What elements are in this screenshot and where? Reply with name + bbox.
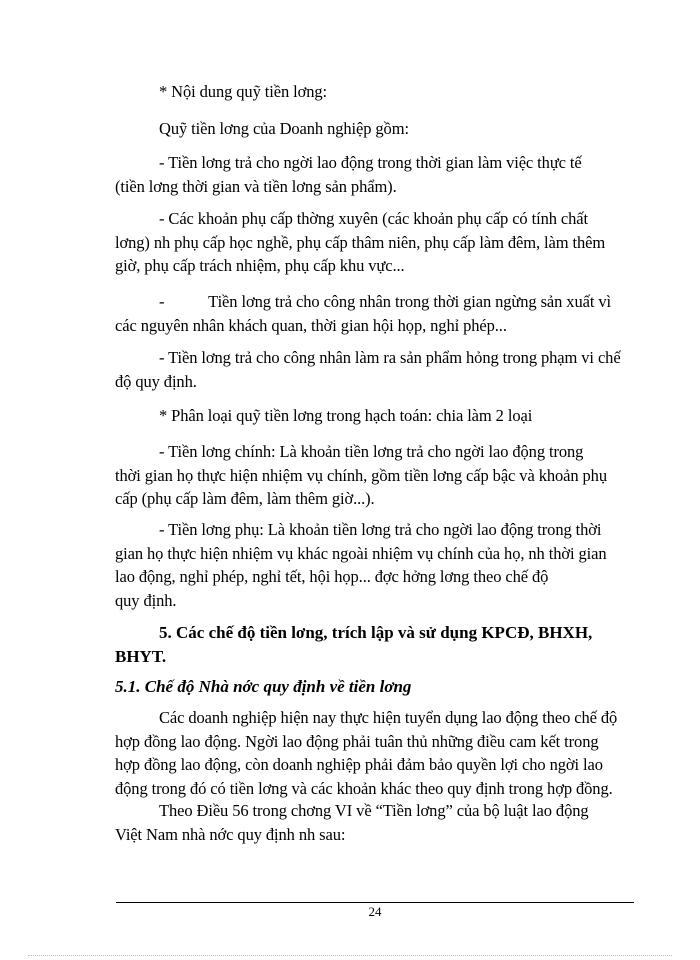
item-4-line: độ quy định. xyxy=(115,371,197,391)
sub-wage-line: - Tiền lơng phụ: Là khoản tiền lơng trả cho ngời lao động trong thời xyxy=(159,520,602,539)
sub-wage-line: lao động, nghỉ phép, nghỉ tết, hội họp... đợc hởng lơng theo chế độ xyxy=(115,567,549,586)
item-3 xyxy=(115,290,635,337)
item-2-line: lơng) nh phụ cấp học nghề, phụ cấp thâm niên, phụ cấp làm đêm, làm thêm xyxy=(115,232,606,252)
heading-classify-text: * Phân loại quỹ tiền lơng trong hạch toán: chia làm 2 loại xyxy=(159,406,533,425)
item-4 xyxy=(115,346,635,393)
footer-rule xyxy=(116,902,634,903)
para-contract-line: hợp đồng lao động, còn doanh nghiệp phải đảm bảo quyền lợi cho ngời lao xyxy=(115,755,603,774)
section-5-title xyxy=(115,621,635,669)
fund-intro-text: Quỹ tiền lơng của Doanh nghiệp gồm: xyxy=(159,119,409,138)
section-5-1-title xyxy=(115,677,411,697)
main-wage-line: - Tiền lơng chính: Là khoản tiền lơng trả cho ngời lao động trong xyxy=(159,442,584,461)
section-5-1-title-text: 5.1. Chế độ Nhà nớc quy định về tiền lơng xyxy=(115,677,412,696)
para-contract-line: Các doanh nghiệp hiện nay thực hiện tuyển dụng lao động theo chế độ xyxy=(159,708,618,727)
page-bottom-dotted-divider xyxy=(28,955,672,956)
item-1-line: - Tiền lơng trả cho ngời lao động trong thời gian làm việc thực tế xyxy=(159,153,582,172)
item-1-line: (tiền lơng thời gian và tiền lơng sản phẩm). xyxy=(115,176,397,196)
sub-wage-line: gian họ thực hiện nhiệm vụ khác ngoài nhiệm vụ chính của họ, nh thời gian xyxy=(115,543,607,563)
item-2-line: giờ, phụ cấp trách nhiệm, phụ cấp khu vực... xyxy=(115,256,405,275)
sub-wage-line: quy định. xyxy=(115,590,177,610)
page-number: 24 xyxy=(368,904,382,919)
item-4-line: - Tiền lơng trả cho công nhân làm ra sản phẩm hỏng trong phạm vi chế xyxy=(159,348,621,367)
fund-intro xyxy=(115,117,635,141)
item-3-line: các nguyên nhân khách quan, thời gian hội họp, nghỉ phép... xyxy=(115,315,507,335)
heading-content-text: * Nội dung quỹ tiền lơng: xyxy=(159,82,328,101)
sub-wage xyxy=(115,518,635,612)
item-3-dash: - xyxy=(159,292,165,311)
para-article-line: Việt Nam nhà nớc quy định nh sau: xyxy=(115,824,346,844)
item-3-line: Tiền lơng trả cho công nhân trong thời gian ngừng sản xuất vì xyxy=(208,292,611,311)
main-wage xyxy=(115,440,635,511)
para-contract-line: động trong đó có tiền lơng và các khoản khác theo quy định trong hợp đồng. xyxy=(115,778,613,798)
main-wage-line: thời gian họ thực hiện nhiệm vụ chính, gồm tiền lơng cấp bậc và khoản phụ xyxy=(115,465,607,485)
para-article xyxy=(115,799,635,846)
para-article-line: Theo Điều 56 trong chơng VI về “Tiền lơng” của bộ luật lao động xyxy=(159,801,589,820)
heading-content xyxy=(115,80,635,104)
item-2-line: - Các khoản phụ cấp thờng xuyên (các khoản phụ cấp có tính chất xyxy=(159,209,588,228)
item-2 xyxy=(115,207,635,278)
item-1 xyxy=(115,151,635,198)
section-5-title-line: BHYT. xyxy=(115,647,167,666)
main-wage-line: cấp (phụ cấp làm đêm, làm thêm giờ...). xyxy=(115,489,375,508)
para-contract-line: hợp đồng lao động. Ngời lao động phải tuân thủ những điều cam kết trong xyxy=(115,731,599,751)
para-contract xyxy=(115,706,635,800)
section-5-title-line: 5. Các chế độ tiền lơng, trích lập và sử dụng KPCĐ, BHXH, xyxy=(159,623,593,642)
heading-classify xyxy=(115,404,635,428)
